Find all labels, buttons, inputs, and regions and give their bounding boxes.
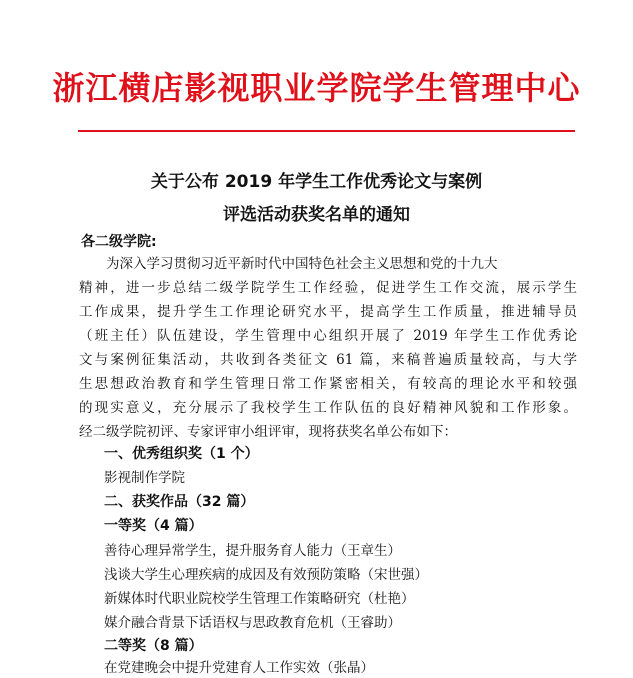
second-prize-heading: 二等奖（8 篇） xyxy=(104,638,203,654)
letterhead-rule xyxy=(78,130,575,132)
paragraph-line: 的现实意义，充分展示了我校学生工作队伍的良好精神风貌和工作形象。 xyxy=(79,400,577,416)
section-heading-organization-award: 一、优秀组织奖（1 个） xyxy=(104,446,259,462)
first-prize-heading: 一等奖（4 篇） xyxy=(104,518,203,534)
paragraph-line: 经二级学院初评、专家评审小组评审，现将获奖名单公布如下： xyxy=(79,424,457,440)
list-item: 浅谈大学生心理疾病的成因及有效预防策略（宋世强） xyxy=(104,567,428,583)
paragraph-line: 为深入学习贯彻习近平新时代中国特色社会主义思想和党的十九大 xyxy=(106,256,498,272)
salutation: 各二级学院: xyxy=(81,234,157,250)
notice-title-line-1: 关于公布 2019 年学生工作优秀论文与案例 xyxy=(150,172,483,192)
paragraph-line: 工作成果，提升学生工作理论研究水平，提高学生工作质量，推进辅导员 xyxy=(79,304,577,320)
list-item: 新媒体时代职业院校学生管理工作策略研究（杜艳） xyxy=(104,591,415,607)
list-item: 在党建晚会中提升党建育人工作实效（张晶） xyxy=(104,660,374,676)
notice-title-line-2: 评选活动获奖名单的通知 xyxy=(223,205,410,225)
paragraph-line: 精神，进一步总结二级学院学生工作经验，促进学生工作交流，展示学生 xyxy=(79,280,577,296)
list-item: 媒介融合背景下话语权与思政教育危机（王睿助） xyxy=(104,615,401,631)
paragraph-line: 生思想政治教育和学生管理日常工作紧密相关，有较高的理论水平和较强 xyxy=(79,376,577,392)
paragraph-line: （班主任）队伍建设，学生管理中心组织开展了 2019 年学生工作优秀论 xyxy=(79,328,577,344)
list-item: 影视制作学院 xyxy=(104,470,185,486)
paragraph-line: 文与案例征集活动，共收到各类征文 61 篇，来稿普遍质量较高，与大学 xyxy=(79,352,577,368)
section-heading-award-works: 二、获奖作品（32 篇） xyxy=(104,494,255,510)
letterhead-title: 浙江横店影视职业学院学生管理中心 xyxy=(52,69,581,107)
list-item: 善待心理异常学生，提升服务育人能力（王章生） xyxy=(104,543,401,559)
